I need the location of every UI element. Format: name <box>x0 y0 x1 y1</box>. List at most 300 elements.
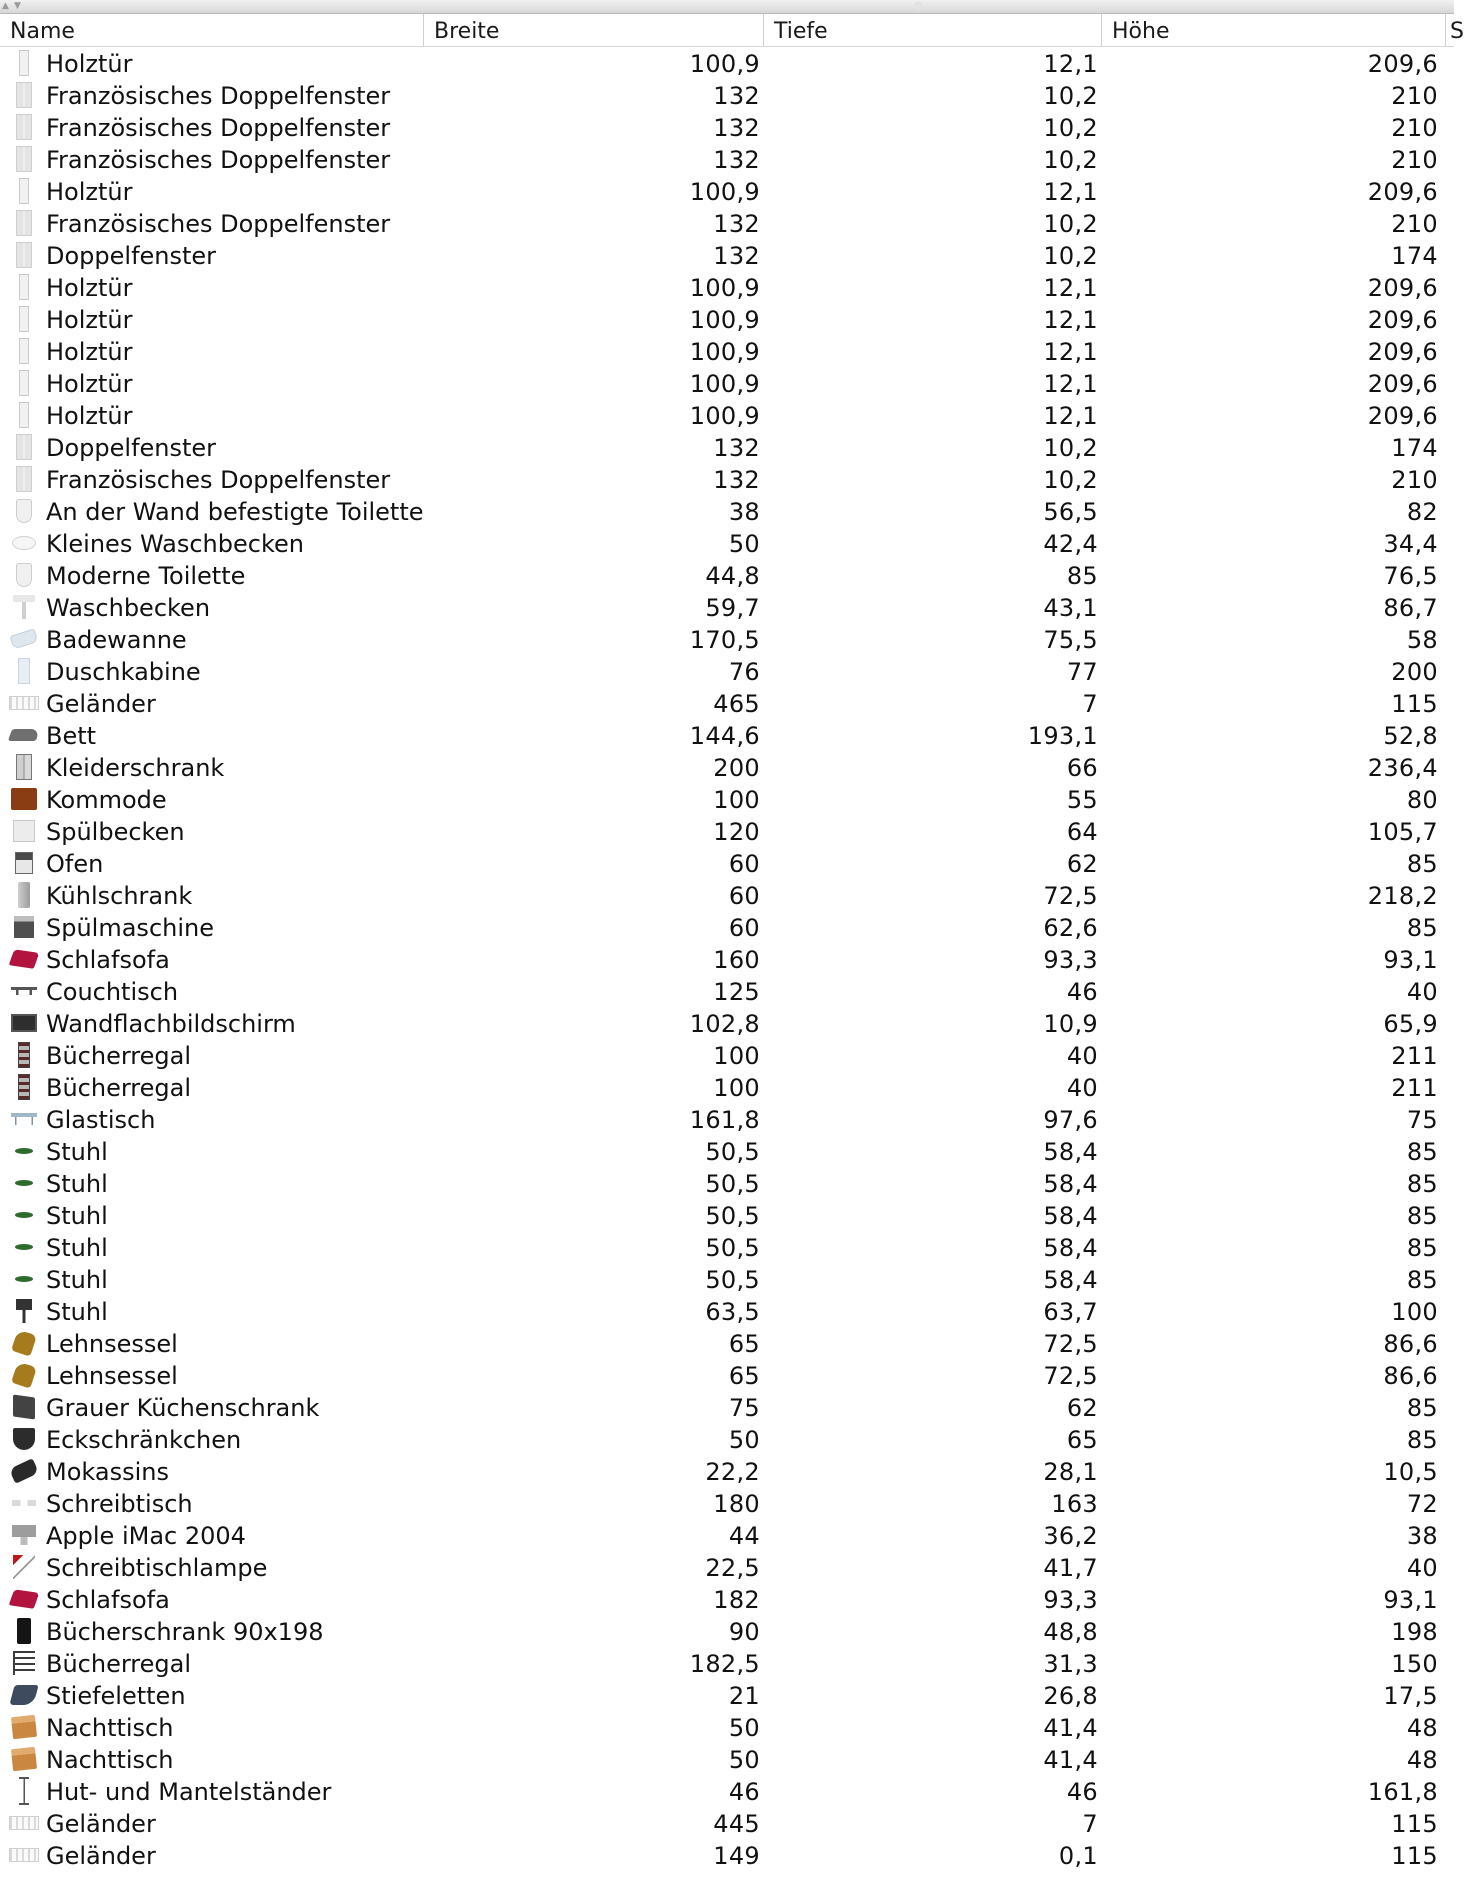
table-row[interactable] <box>0 655 1454 687</box>
name-cell: Kühlschrank <box>46 882 193 910</box>
column-header-width[interactable]: Breite <box>423 14 763 46</box>
table-row[interactable] <box>0 687 1454 719</box>
row-icon-cell <box>8 367 40 399</box>
height-cell: 105,7 <box>1367 818 1438 846</box>
computer-icon <box>12 1525 36 1545</box>
table-row[interactable] <box>0 1647 1454 1679</box>
row-icon-cell <box>8 719 40 751</box>
table-row[interactable] <box>0 79 1454 111</box>
row-icon-cell <box>8 1295 40 1327</box>
row-icon-cell <box>8 943 40 975</box>
boots-icon <box>9 1685 38 1705</box>
name-cell: Bücherregal <box>46 1650 192 1678</box>
column-header-extra[interactable]: S <box>1445 14 1454 46</box>
depth-cell: 40 <box>1066 1042 1098 1070</box>
table-row[interactable] <box>0 1551 1454 1583</box>
depth-cell: 0,1 <box>1058 1842 1098 1870</box>
window-top-strip <box>0 0 1454 14</box>
chair-icon <box>15 1212 33 1218</box>
row-icon-cell <box>8 271 40 303</box>
height-cell: 86,7 <box>1383 594 1438 622</box>
height-cell: 209,6 <box>1367 402 1438 430</box>
table-body <box>0 47 1454 1871</box>
name-cell: Stiefeletten <box>46 1682 186 1710</box>
height-cell: 75 <box>1406 1106 1438 1134</box>
row-icon-cell <box>8 1071 40 1103</box>
name-cell: Bett <box>46 722 97 750</box>
table-row[interactable] <box>0 815 1454 847</box>
row-icon-cell <box>8 1743 40 1775</box>
row-icon-cell <box>8 527 40 559</box>
height-cell: 93,1 <box>1383 946 1438 974</box>
height-cell: 210 <box>1391 146 1438 174</box>
office-chair-icon <box>16 1299 32 1323</box>
shelf-icon <box>13 1651 35 1675</box>
width-cell: 132 <box>713 146 760 174</box>
name-cell: Holztür <box>46 274 133 302</box>
height-cell: 10,5 <box>1383 1458 1438 1486</box>
depth-cell: 42,4 <box>1043 530 1098 558</box>
table-row[interactable] <box>0 143 1454 175</box>
height-cell: 236,4 <box>1367 754 1438 782</box>
table-row[interactable] <box>0 335 1454 367</box>
coat-stand-icon <box>19 1777 29 1805</box>
name-cell: Moderne Toilette <box>46 562 246 590</box>
dresser-icon <box>11 788 37 810</box>
row-icon-cell <box>8 1135 40 1167</box>
row-icon-cell <box>8 1583 40 1615</box>
height-cell: 82 <box>1406 498 1438 526</box>
glass-table-icon <box>11 1113 37 1125</box>
name-cell: Geländer <box>46 1810 156 1838</box>
name-cell: Kleines Waschbecken <box>46 530 304 558</box>
width-cell: 59,7 <box>705 594 760 622</box>
height-cell: 209,6 <box>1367 178 1438 206</box>
row-icon-cell <box>8 1487 40 1519</box>
width-cell: 200 <box>713 754 760 782</box>
height-cell: 198 <box>1391 1618 1438 1646</box>
coffee-table-icon <box>11 987 37 995</box>
table-row[interactable] <box>0 431 1454 463</box>
width-cell: 132 <box>713 434 760 462</box>
width-cell: 132 <box>713 114 760 142</box>
table-row[interactable] <box>0 1263 1454 1295</box>
row-icon-cell <box>8 591 40 623</box>
table-row[interactable] <box>0 207 1454 239</box>
table-row[interactable] <box>0 1775 1454 1807</box>
sort-up-arrow-icon[interactable]: ▲ <box>2 1 9 11</box>
name-cell: Couchtisch <box>46 978 179 1006</box>
width-cell: 50,5 <box>705 1202 760 1230</box>
row-icon-cell <box>8 783 40 815</box>
window-icon <box>16 434 32 460</box>
cabinet-icon <box>17 1618 31 1644</box>
row-icon-cell <box>8 1231 40 1263</box>
depth-cell: 75,5 <box>1043 626 1098 654</box>
name-cell: Französisches Doppelfenster <box>46 466 391 494</box>
table-row[interactable] <box>0 879 1454 911</box>
window-icon <box>16 242 32 268</box>
name-cell: Geländer <box>46 1842 156 1870</box>
table-row[interactable] <box>0 399 1454 431</box>
basin-icon <box>12 536 36 550</box>
table-row[interactable] <box>0 1071 1454 1103</box>
width-cell: 161,8 <box>689 1106 760 1134</box>
row-icon-cell <box>8 687 40 719</box>
depth-cell: 93,3 <box>1043 1586 1098 1614</box>
table-row[interactable] <box>0 591 1454 623</box>
door-icon <box>19 306 29 332</box>
row-icon-cell <box>8 1103 40 1135</box>
height-cell: 85 <box>1406 914 1438 942</box>
height-cell: 17,5 <box>1383 1682 1438 1710</box>
table-row[interactable] <box>0 271 1454 303</box>
window-icon <box>16 146 32 172</box>
desk-icon <box>12 1500 36 1506</box>
row-icon-cell <box>8 1775 40 1807</box>
width-cell: 100,9 <box>689 402 760 430</box>
height-cell: 210 <box>1391 466 1438 494</box>
name-cell: Holztür <box>46 338 133 366</box>
table-row[interactable] <box>0 1807 1454 1839</box>
name-cell: Bücherschrank 90x198 <box>46 1618 324 1646</box>
width-cell: 65 <box>728 1362 760 1390</box>
depth-cell: 66 <box>1066 754 1098 782</box>
chair-icon <box>15 1244 33 1250</box>
width-cell: 50 <box>728 1746 760 1774</box>
height-cell: 85 <box>1406 1394 1438 1422</box>
height-cell: 86,6 <box>1383 1362 1438 1390</box>
name-cell: Wandflachbildschirm <box>46 1010 296 1038</box>
fridge-icon <box>18 882 30 908</box>
height-cell: 210 <box>1391 114 1438 142</box>
door-icon <box>19 370 29 396</box>
depth-cell: 93,3 <box>1043 946 1098 974</box>
width-cell: 22,2 <box>705 1458 760 1486</box>
depth-cell: 72,5 <box>1043 1330 1098 1358</box>
name-cell: Spülmaschine <box>46 914 214 942</box>
row-icon-cell <box>8 335 40 367</box>
name-cell: Doppelfenster <box>46 434 217 462</box>
width-cell: 170,5 <box>689 626 760 654</box>
row-icon-cell <box>8 239 40 271</box>
height-cell: 200 <box>1391 658 1438 686</box>
height-cell: 34,4 <box>1383 530 1438 558</box>
row-icon-cell <box>8 399 40 431</box>
width-cell: 60 <box>728 914 760 942</box>
width-cell: 132 <box>713 242 760 270</box>
name-cell: Schreibtischlampe <box>46 1554 268 1582</box>
row-icon-cell <box>8 559 40 591</box>
table-row[interactable] <box>0 527 1454 559</box>
name-cell: Holztür <box>46 306 133 334</box>
row-icon-cell <box>8 1615 40 1647</box>
row-icon-cell <box>8 655 40 687</box>
depth-cell: 10,2 <box>1043 466 1098 494</box>
depth-cell: 7 <box>1082 690 1098 718</box>
table-row[interactable] <box>0 559 1454 591</box>
column-header-depth[interactable]: Tiefe <box>763 14 1101 46</box>
table-row[interactable] <box>0 175 1454 207</box>
row-icon-cell <box>8 1807 40 1839</box>
depth-cell: 97,6 <box>1043 1106 1098 1134</box>
depth-cell: 10,2 <box>1043 210 1098 238</box>
name-cell: Französisches Doppelfenster <box>46 146 391 174</box>
width-cell: 100 <box>713 786 760 814</box>
name-cell: Eckschränkchen <box>46 1426 242 1454</box>
depth-cell: 77 <box>1066 658 1098 686</box>
name-cell: Bücherregal <box>46 1074 192 1102</box>
height-cell: 40 <box>1406 978 1438 1006</box>
width-cell: 60 <box>728 882 760 910</box>
name-cell: Kleiderschrank <box>46 754 225 782</box>
width-cell: 63,5 <box>705 1298 760 1326</box>
table-row[interactable] <box>0 1391 1454 1423</box>
depth-cell: 46 <box>1066 1778 1098 1806</box>
width-cell: 125 <box>713 978 760 1006</box>
height-cell: 211 <box>1391 1042 1438 1070</box>
row-icon-cell <box>8 1359 40 1391</box>
name-cell: Lehnsessel <box>46 1362 178 1390</box>
nightstand-icon <box>11 1715 37 1739</box>
depth-cell: 41,4 <box>1043 1714 1098 1742</box>
height-cell: 80 <box>1406 786 1438 814</box>
height-cell: 85 <box>1406 1138 1438 1166</box>
height-cell: 65,9 <box>1383 1010 1438 1038</box>
resize-handle-icon[interactable] <box>914 1 923 10</box>
table-row[interactable] <box>0 1359 1454 1391</box>
name-cell: Französisches Doppelfenster <box>46 210 391 238</box>
name-cell: Stuhl <box>46 1234 108 1262</box>
height-cell: 40 <box>1406 1554 1438 1582</box>
table-row[interactable] <box>0 495 1454 527</box>
table-row[interactable] <box>0 463 1454 495</box>
table-row[interactable] <box>0 1039 1454 1071</box>
width-cell: 100,9 <box>689 306 760 334</box>
row-icon-cell <box>8 431 40 463</box>
width-cell: 50,5 <box>705 1234 760 1262</box>
name-cell: Duschkabine <box>46 658 201 686</box>
row-icon-cell <box>8 879 40 911</box>
table-row[interactable] <box>0 1583 1454 1615</box>
table-row[interactable] <box>0 367 1454 399</box>
nightstand-icon <box>11 1747 37 1771</box>
column-header-name[interactable]: Name <box>10 19 75 44</box>
sink-icon <box>13 820 35 842</box>
window-icon <box>16 466 32 492</box>
depth-cell: 43,1 <box>1043 594 1098 622</box>
table-row[interactable] <box>0 1231 1454 1263</box>
depth-cell: 58,4 <box>1043 1234 1098 1262</box>
depth-cell: 12,1 <box>1043 370 1098 398</box>
row-icon-cell <box>8 495 40 527</box>
width-cell: 22,5 <box>705 1554 760 1582</box>
height-cell: 115 <box>1391 690 1438 718</box>
width-cell: 50 <box>728 1714 760 1742</box>
height-cell: 115 <box>1391 1810 1438 1838</box>
railing-icon <box>9 1848 39 1862</box>
bookshelf-icon <box>18 1042 30 1068</box>
name-cell: Kommode <box>46 786 167 814</box>
height-cell: 100 <box>1391 1298 1438 1326</box>
dishwasher-icon <box>14 916 34 938</box>
depth-cell: 10,2 <box>1043 434 1098 462</box>
name-cell: Apple iMac 2004 <box>46 1522 246 1550</box>
corner-cabinet-icon <box>13 1428 35 1450</box>
width-cell: 50,5 <box>705 1138 760 1166</box>
name-cell: Stuhl <box>46 1298 108 1326</box>
row-icon-cell <box>8 1519 40 1551</box>
width-cell: 160 <box>713 946 760 974</box>
width-cell: 180 <box>713 1490 760 1518</box>
table-row[interactable] <box>0 1711 1454 1743</box>
width-cell: 100,9 <box>689 178 760 206</box>
bookshelf-icon <box>18 1074 30 1100</box>
width-cell: 120 <box>713 818 760 846</box>
row-icon-cell <box>8 815 40 847</box>
table-row[interactable] <box>0 943 1454 975</box>
railing-icon <box>9 696 39 710</box>
width-cell: 38 <box>728 498 760 526</box>
row-icon-cell <box>8 1263 40 1295</box>
chair-icon <box>15 1148 33 1154</box>
height-cell: 48 <box>1406 1746 1438 1774</box>
row-icon-cell <box>8 1423 40 1455</box>
table-row[interactable] <box>0 1519 1454 1551</box>
table-row[interactable] <box>0 239 1454 271</box>
name-cell: Stuhl <box>46 1138 108 1166</box>
row-icon-cell <box>8 1327 40 1359</box>
sofa-icon <box>9 1589 40 1608</box>
name-cell: Glastisch <box>46 1106 156 1134</box>
depth-cell: 36,2 <box>1043 1522 1098 1550</box>
table-row[interactable] <box>0 1679 1454 1711</box>
table-row[interactable] <box>0 1295 1454 1327</box>
depth-cell: 62 <box>1066 850 1098 878</box>
chair-icon <box>15 1180 33 1186</box>
table-row[interactable] <box>0 975 1454 1007</box>
row-icon-cell <box>8 1711 40 1743</box>
row-icon-cell <box>8 463 40 495</box>
wardrobe-icon <box>16 754 32 780</box>
name-cell: Holztür <box>46 50 133 78</box>
table-row[interactable] <box>0 1743 1454 1775</box>
width-cell: 100 <box>713 1042 760 1070</box>
table-row[interactable] <box>0 911 1454 943</box>
table-row[interactable] <box>0 1199 1454 1231</box>
table-row[interactable] <box>0 1423 1454 1455</box>
depth-cell: 10,2 <box>1043 242 1098 270</box>
shower-icon <box>18 658 30 684</box>
height-cell: 85 <box>1406 850 1438 878</box>
table-row[interactable] <box>0 751 1454 783</box>
table-row[interactable] <box>0 1327 1454 1359</box>
name-cell: Schlafsofa <box>46 1586 170 1614</box>
height-cell: 85 <box>1406 1234 1438 1262</box>
name-cell: Stuhl <box>46 1170 108 1198</box>
height-cell: 209,6 <box>1367 50 1438 78</box>
name-cell: Doppelfenster <box>46 242 217 270</box>
width-cell: 132 <box>713 466 760 494</box>
table-row[interactable] <box>0 783 1454 815</box>
furniture-table <box>0 14 1464 1880</box>
width-cell: 44,8 <box>705 562 760 590</box>
width-cell: 149 <box>713 1842 760 1870</box>
table-row[interactable] <box>0 1839 1454 1871</box>
height-cell: 72 <box>1406 1490 1438 1518</box>
window-icon <box>16 82 32 108</box>
table-row[interactable] <box>0 1167 1454 1199</box>
width-cell: 76 <box>728 658 760 686</box>
name-cell: Französisches Doppelfenster <box>46 114 391 142</box>
depth-cell: 31,3 <box>1043 1650 1098 1678</box>
height-cell: 76,5 <box>1383 562 1438 590</box>
name-cell: Lehnsessel <box>46 1330 178 1358</box>
table-row[interactable] <box>0 719 1454 751</box>
height-cell: 209,6 <box>1367 274 1438 302</box>
table-row[interactable] <box>0 1455 1454 1487</box>
table-row[interactable] <box>0 1615 1454 1647</box>
door-icon <box>19 274 29 300</box>
depth-cell: 12,1 <box>1043 50 1098 78</box>
table-row[interactable] <box>0 623 1454 655</box>
width-cell: 75 <box>728 1394 760 1422</box>
depth-cell: 58,4 <box>1043 1266 1098 1294</box>
table-row[interactable] <box>0 847 1454 879</box>
sort-down-arrow-icon[interactable]: ▼ <box>14 1 21 11</box>
railing-icon <box>9 1816 39 1830</box>
row-icon-cell <box>8 47 40 79</box>
depth-cell: 26,8 <box>1043 1682 1098 1710</box>
height-cell: 209,6 <box>1367 370 1438 398</box>
depth-cell: 7 <box>1082 1810 1098 1838</box>
name-cell: Mokassins <box>46 1458 169 1486</box>
width-cell: 445 <box>713 1810 760 1838</box>
height-cell: 85 <box>1406 1170 1438 1198</box>
table-row[interactable] <box>0 47 1454 79</box>
depth-cell: 12,1 <box>1043 274 1098 302</box>
table-row[interactable] <box>0 1007 1454 1039</box>
window-icon <box>16 210 32 236</box>
row-icon-cell <box>8 111 40 143</box>
name-cell: Schlafsofa <box>46 946 170 974</box>
column-header-height[interactable]: Höhe <box>1101 14 1445 46</box>
width-cell: 182,5 <box>689 1650 760 1678</box>
door-icon <box>19 402 29 428</box>
name-cell: Grauer Küchenschrank <box>46 1394 320 1422</box>
row-icon-cell <box>8 1455 40 1487</box>
height-cell: 209,6 <box>1367 338 1438 366</box>
width-cell: 132 <box>713 210 760 238</box>
depth-cell: 12,1 <box>1043 402 1098 430</box>
door-icon <box>19 338 29 364</box>
table-row[interactable] <box>0 303 1454 335</box>
toilet-icon <box>16 499 32 523</box>
depth-cell: 63,7 <box>1043 1298 1098 1326</box>
table-row[interactable] <box>0 1487 1454 1519</box>
name-cell: Stuhl <box>46 1266 108 1294</box>
name-cell: Waschbecken <box>46 594 211 622</box>
table-row[interactable] <box>0 111 1454 143</box>
height-cell: 38 <box>1406 1522 1438 1550</box>
height-cell: 85 <box>1406 1266 1438 1294</box>
table-row[interactable] <box>0 1103 1454 1135</box>
name-cell: Holztür <box>46 402 133 430</box>
table-row[interactable] <box>0 1135 1454 1167</box>
height-cell: 161,8 <box>1367 1778 1438 1806</box>
oven-icon <box>15 852 33 874</box>
width-cell: 50,5 <box>705 1266 760 1294</box>
